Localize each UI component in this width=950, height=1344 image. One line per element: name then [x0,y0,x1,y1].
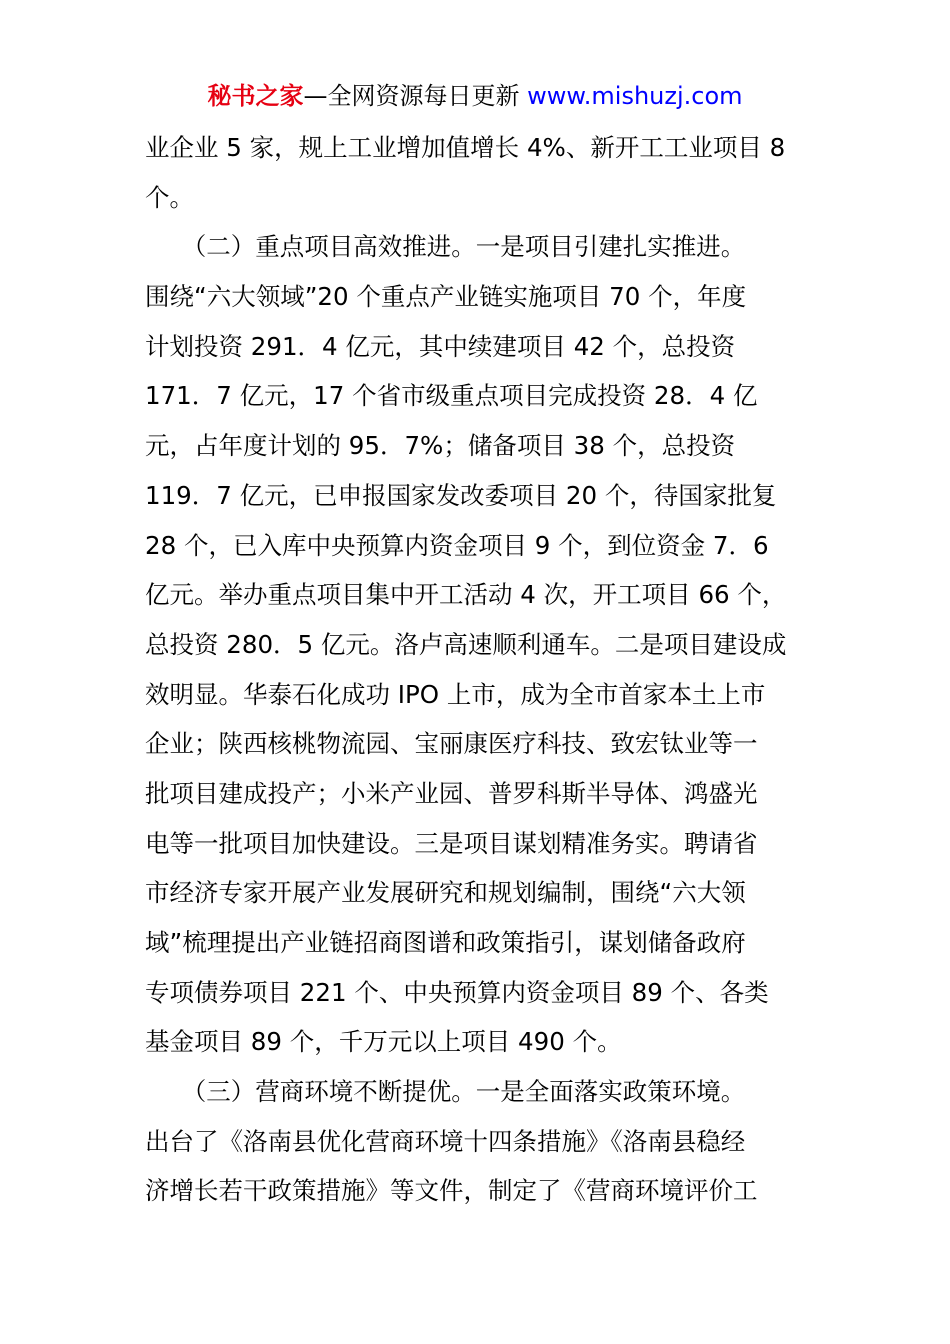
text-line: 专项债券项目 221 个、中央预算内资金项目 89 个、各类 [145,977,769,1007]
header-tagline: —全网资源每日更新 [303,82,528,110]
text-line: 批项目建成投产；小米产业园、普罗科斯半导体、鸿盛光 [145,778,758,808]
text-line: 济增长若干政策措施》等文件，制定了《营商环境评价工 [145,1176,758,1206]
text-line: 171．7 亿元，17 个省市级重点项目完成投资 28．4 亿 [145,381,758,411]
text-line: 基金项目 89 个，千万元以上项目 490 个。 [145,1027,622,1057]
text-line: 个。 [145,182,194,212]
text-line: 总投资 280．5 亿元。洛卢高速顺利通车。二是项目建设成 [145,629,787,659]
text-line: 围绕“六大领域”20 个重点产业链实施项目 70 个，年度 [145,282,747,312]
document-body [145,123,815,1216]
site-url-link[interactable]: www.mishuzj.com [527,82,743,110]
text-line: 电等一批项目加快建设。三是项目谋划精准务实。聘请省 [145,828,758,858]
paragraph-heading-line: （二）重点项目高效推进。一是项目引建扎实推进。 [145,232,746,262]
text-line: 企业；陕西核桃物流园、宝丽康医疗科技、致宏钛业等一 [145,729,758,759]
text-line: 计划投资 291．4 亿元，其中续建项目 42 个，总投资 [145,331,736,361]
brand-name: 秘书之家 [207,82,304,110]
text-line: 效明显。华泰石化成功 IPO 上市，成为全市首家本土上市 [145,679,766,709]
site-header [0,80,950,112]
text-line: 出台了《洛南县优化营商环境十四条措施》《洛南县稳经 [145,1126,746,1156]
text-line: 域”梳理提出产业链招商图谱和政策指引，谋划储备政府 [145,928,746,957]
text-line: 119．7 亿元，已申报国家发改委项目 20 个，待国家批复 [145,480,777,510]
text-line: 元，占年度计划的 95．7%；储备项目 38 个，总投资 [145,431,736,461]
paragraph-heading-line: （三）营商环境不断提优。一是全面落实政策环境。 [145,1077,746,1107]
text-line: 市经济专家开展产业发展研究和规划编制，围绕“六大领 [145,878,746,908]
text-line: 业企业 5 家，规上工业增加值增长 4%、新开工工业项目 8 [145,133,786,162]
text-line: 28 个，已入库中央预算内资金项目 9 个，到位资金 7．6 [145,530,769,560]
text-line: 亿元。举办重点项目集中开工活动 4 次，开工项目 66 个， [145,580,787,610]
